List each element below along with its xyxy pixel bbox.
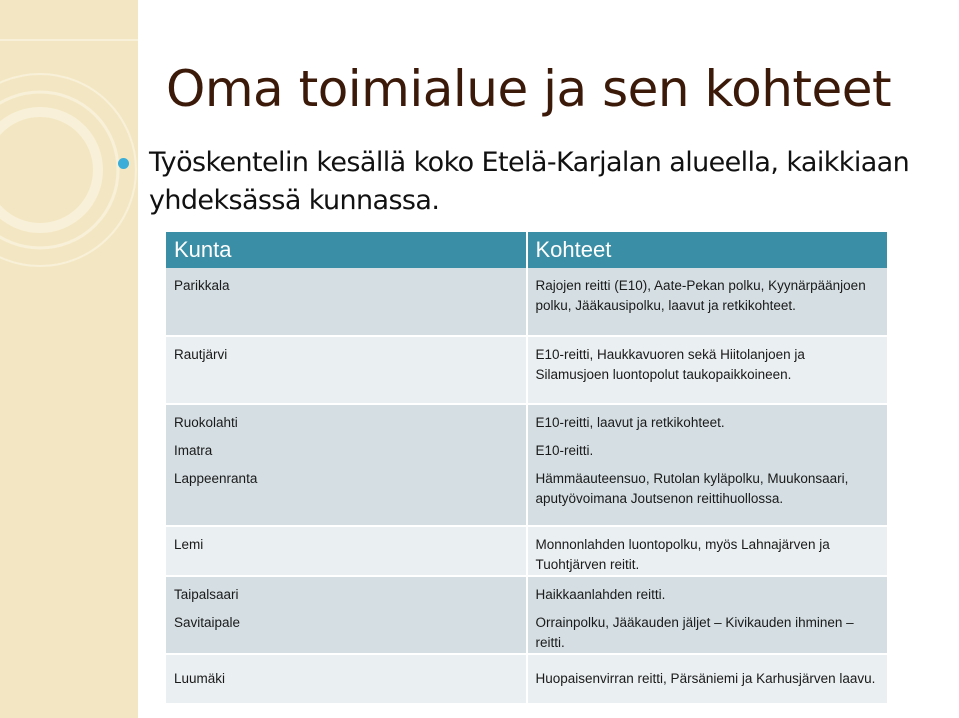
bullet-dot-icon	[118, 158, 129, 169]
decorative-side-strip	[0, 0, 138, 718]
cell-kohteet: E10-reitti.	[535, 443, 594, 458]
cell-kunta: Parikkala	[166, 268, 527, 336]
table-row	[166, 526, 887, 576]
kohteet-table	[166, 232, 887, 705]
cell-kohteet: Hämmäauteensuo, Rutolan kyläpolku, Muukonsaari, aputyövoimana Joutsenon reittihuollossa.	[535, 471, 849, 506]
cell-kunta: Taipalsaari	[174, 587, 239, 602]
cell-kunta: Lemi	[166, 526, 527, 576]
cell-kohteet: E10-reitti, Haukkavuoren sekä Hiitolanjoen ja Silamusjoen luontopolut taukopaikkoineen.	[527, 336, 888, 404]
cell-kohteet: Monnonlahden luontopolku, myös Lahnajärven ja Tuohtjärven reitit.	[527, 526, 888, 576]
cell-kunta: Lappeenranta	[174, 471, 258, 486]
cell-kunta: Imatra	[174, 443, 213, 458]
cell-kunta: Ruokolahti	[174, 415, 238, 430]
slide-title: Oma toimialue ja sen kohteet	[166, 60, 892, 118]
column-header-kohteet: Kohteet	[527, 232, 888, 268]
cell-kohteet: Rajojen reitti (E10), Aate-Pekan polku, Kyynärpäänjoen polku, Jääkausipolku, laavut ja retkikohteet.	[527, 268, 888, 336]
decorative-circles-graphic	[0, 0, 138, 718]
bullet-text: Työskentelin kesällä koko Etelä-Karjalan alueella, kaikkiaan yhdeksässä kunnassa.	[149, 147, 910, 216]
table-row	[166, 576, 887, 654]
table-row	[166, 654, 887, 704]
cell-kunta: Luumäki	[166, 654, 527, 704]
table-row	[166, 268, 887, 336]
cell-kohteet: Orrainpolku, Jääkauden jäljet – Kivikauden ihminen –reitti.	[535, 615, 854, 650]
cell-kohteet-group	[527, 404, 888, 526]
table-row	[166, 336, 887, 404]
cell-kunta-group	[166, 576, 527, 654]
cell-kohteet-group	[527, 576, 888, 654]
table-row	[166, 404, 887, 526]
cell-kohteet: Haikkaanlahden reitti.	[535, 587, 666, 602]
cell-kohteet: Huopaisenvirran reitti, Pärsäniemi ja Karhusjärven laavu.	[527, 654, 888, 704]
column-header-kunta: Kunta	[166, 232, 527, 268]
cell-kohteet: E10-reitti, laavut ja retkikohteet.	[535, 415, 725, 430]
cell-kunta-group	[166, 404, 527, 526]
cell-kunta: Rautjärvi	[166, 336, 527, 404]
table-header-row	[166, 232, 887, 268]
cell-kunta: Savitaipale	[174, 615, 241, 630]
